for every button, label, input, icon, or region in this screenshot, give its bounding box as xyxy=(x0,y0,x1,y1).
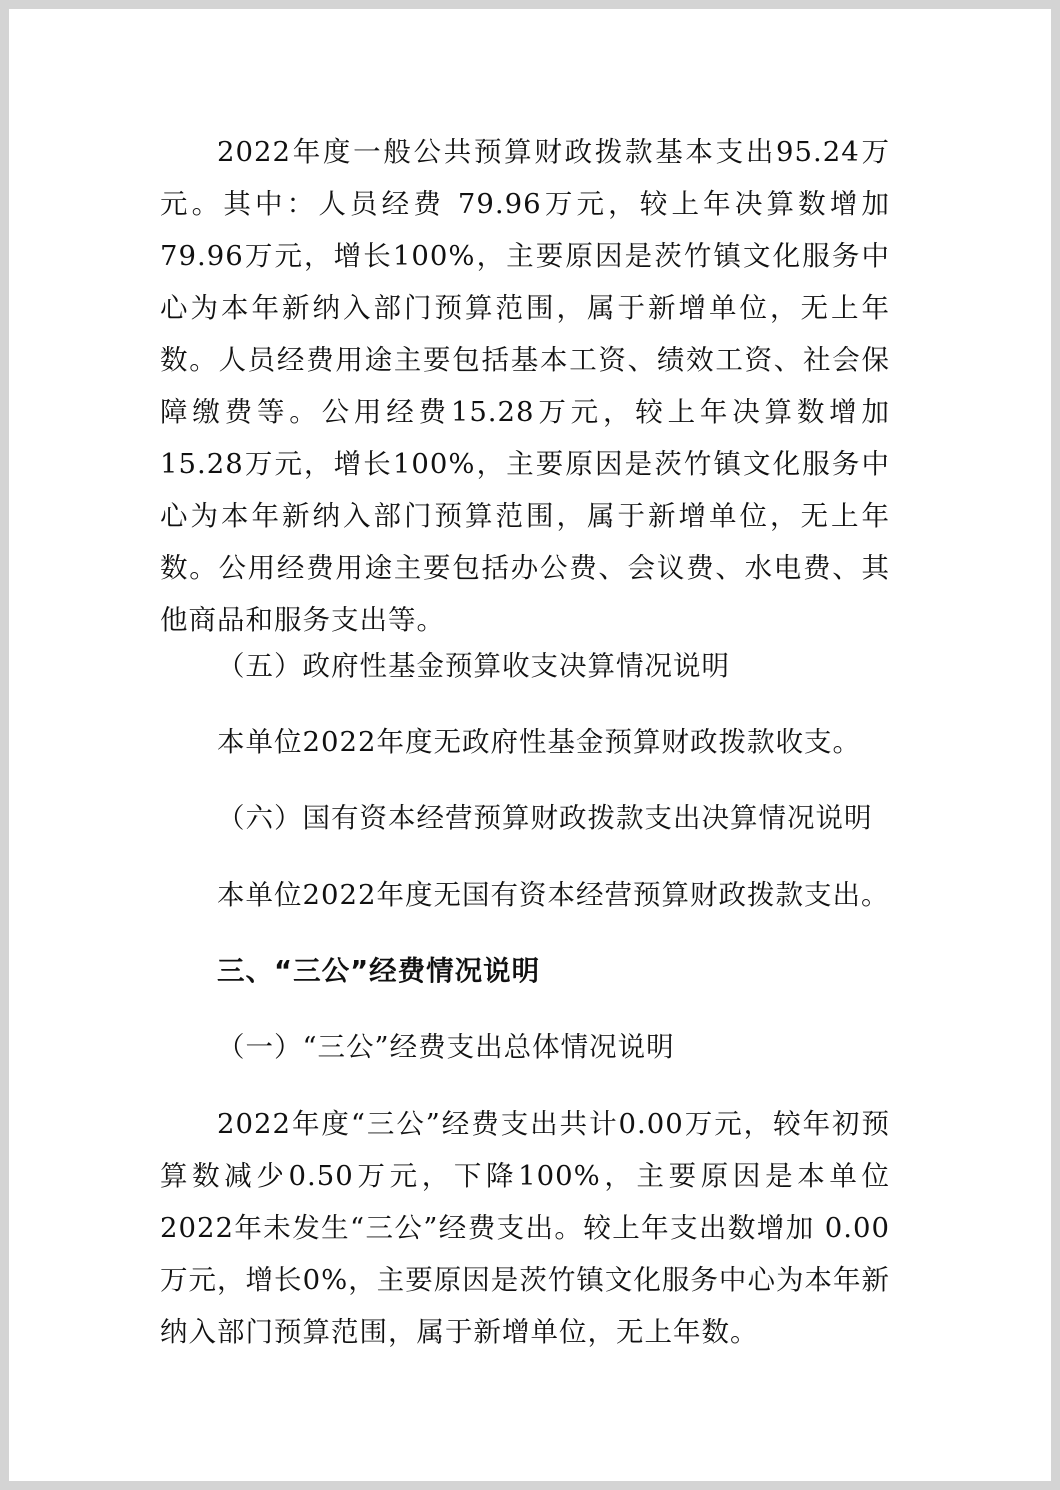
heading-three-public-overall: （一）“三公”经费支出总体情况说明 xyxy=(217,1031,675,1063)
heading-state-capital: （六）国有资本经营预算财政拨款支出决算情况说明 xyxy=(217,802,873,834)
heading-gov-fund: （五）政府性基金预算收支决算情况说明 xyxy=(217,650,730,682)
paragraph-state-capital: 本单位2022年度无国有资本经营预算财政拨款支出。 xyxy=(217,879,890,911)
paragraph-three-public: 2022年度“三公”经费支出共计0.00万元，较年初预算数减少0.50万元，下降100%，主要原因是本单位2022年未发生“三公”经费支出。较上年支出数增加 0.00 万元，增长0%，主要原因是茨竹镇文化服务中心为本年新纳入部门预算范围，属于新增单位，无上年数。 xyxy=(160,1108,890,1348)
paragraph-basic-expenditure: 2022年度一般公共预算财政拨款基本支出95.24万元。其中：人员经费 79.96万元，较上年决算数增加 79.96万元，增长100%，主要原因是茨竹镇文化服务中心为本年新纳入部门预算范围，属于新增单位，无上年数。人员经费用途主要包括基本工资、绩效工资、社会保障缴费等。公用经费15.28万元，较上年决算数增加15.28万元，增长100%，主要原因是茨竹镇文化服务中心为本年新纳入部门预算范围，属于新增单位，无上年数。公用经费用途主要包括办公费、会议费、水电费、其他商品和服务支出等。 xyxy=(160,136,890,636)
paragraph-gov-fund: 本单位2022年度无政府性基金预算财政拨款收支。 xyxy=(217,726,861,758)
heading-three-public: 三、“三公”经费情况说明 xyxy=(217,955,541,987)
